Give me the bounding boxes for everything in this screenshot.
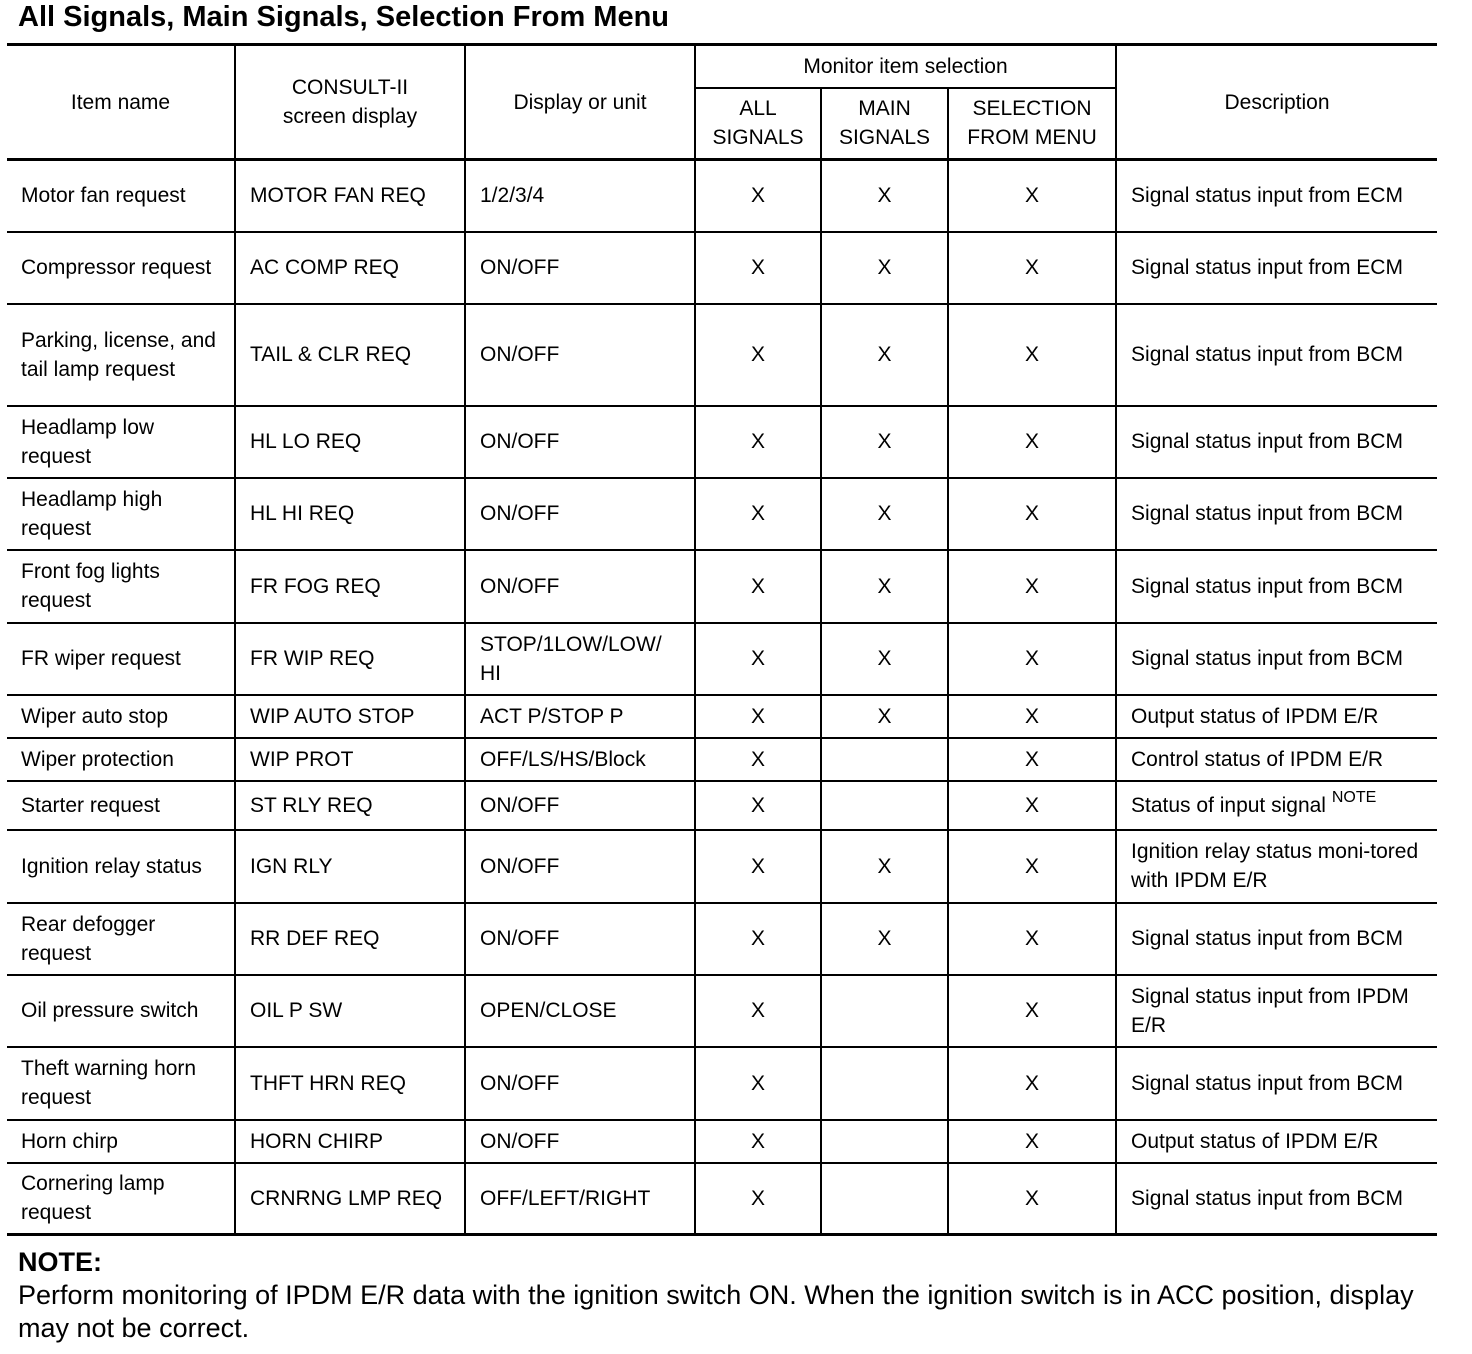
description-text: Signal status input from BCM	[1131, 343, 1403, 366]
cell-screen-display: MOTOR FAN REQ	[235, 160, 465, 232]
cell-display-unit: ON/OFF	[465, 1047, 695, 1120]
cell-main-signals	[821, 975, 948, 1047]
cell-display-unit: OPEN/CLOSE	[465, 975, 695, 1047]
cell-selection-from-menu: X	[948, 406, 1116, 478]
cell-display-unit: ACT P/STOP P	[465, 695, 695, 738]
table-row	[7, 406, 1437, 478]
description-text: Signal status input from BCM	[1131, 927, 1403, 950]
cell-item-name: Oil pressure switch	[7, 975, 235, 1047]
cell-display-unit: ON/OFF	[465, 304, 695, 406]
cell-description	[1116, 781, 1437, 830]
header-all-signals: ALL SIGNALS	[695, 88, 821, 160]
cell-display-unit: ON/OFF	[465, 550, 695, 623]
cell-all-signals: X	[695, 478, 821, 550]
table-row	[7, 1120, 1437, 1163]
cell-selection-from-menu: X	[948, 1120, 1116, 1163]
table-row	[7, 304, 1437, 406]
cell-description	[1116, 478, 1437, 550]
cell-main-signals	[821, 1047, 948, 1120]
cell-item-name: Ignition relay status	[7, 830, 235, 903]
description-text: Ignition relay status moni-tored with IPDM E/R	[1131, 840, 1419, 892]
table-row	[7, 1047, 1437, 1120]
signals-table	[7, 43, 1437, 1236]
cell-description	[1116, 1047, 1437, 1120]
cell-item-name: Horn chirp	[7, 1120, 235, 1163]
cell-display-unit: STOP/1LOW/LOW/ HI	[465, 623, 695, 695]
cell-main-signals	[821, 1120, 948, 1163]
cell-item-name: Cornering lamp request	[7, 1163, 235, 1235]
cell-main-signals: X	[821, 478, 948, 550]
description-text: Output status of IPDM E/R	[1131, 1129, 1379, 1153]
header-consult-display: CONSULT-II screen display	[235, 45, 465, 160]
cell-display-unit: ON/OFF	[465, 830, 695, 903]
cell-all-signals: X	[695, 406, 821, 478]
header-main-signals: MAIN SIGNALS	[821, 88, 948, 160]
cell-description	[1116, 406, 1437, 478]
cell-display-unit: 1/2/3/4	[465, 160, 695, 232]
cell-selection-from-menu: X	[948, 695, 1116, 738]
cell-item-name: Starter request	[7, 781, 235, 830]
table-row	[7, 550, 1437, 623]
header-description: Description	[1116, 45, 1437, 160]
cell-screen-display: TAIL & CLR REQ	[235, 304, 465, 406]
cell-main-signals: X	[821, 160, 948, 232]
description-text: Output status of IPDM E/R	[1131, 704, 1379, 728]
header-selection-from-menu: SELECTION FROM MENU	[948, 88, 1116, 160]
cell-display-unit: ON/OFF	[465, 406, 695, 478]
cell-description	[1116, 623, 1437, 695]
cell-selection-from-menu: X	[948, 738, 1116, 781]
cell-all-signals: X	[695, 738, 821, 781]
description-text: Signal status input from ECM	[1131, 256, 1403, 279]
cell-screen-display: OIL P SW	[235, 975, 465, 1047]
cell-description	[1116, 738, 1437, 781]
cell-selection-from-menu: X	[948, 1163, 1116, 1235]
cell-display-unit: ON/OFF	[465, 232, 695, 304]
cell-selection-from-menu: X	[948, 975, 1116, 1047]
cell-description	[1116, 830, 1437, 903]
description-text: Signal status input from BCM	[1131, 1071, 1403, 1095]
cell-main-signals: X	[821, 623, 948, 695]
table-row	[7, 781, 1437, 830]
cell-all-signals: X	[695, 781, 821, 830]
cell-all-signals: X	[695, 160, 821, 232]
cell-all-signals: X	[695, 550, 821, 623]
cell-item-name: Headlamp high request	[7, 478, 235, 550]
cell-selection-from-menu: X	[948, 550, 1116, 623]
cell-selection-from-menu: X	[948, 304, 1116, 406]
description-text: Signal status input from ECM	[1131, 184, 1403, 208]
cell-display-unit: ON/OFF	[465, 903, 695, 975]
cell-item-name: Headlamp low request	[7, 406, 235, 478]
cell-item-name: FR wiper request	[7, 623, 235, 695]
cell-description	[1116, 160, 1437, 232]
cell-screen-display: CRNRNG LMP REQ	[235, 1163, 465, 1235]
cell-main-signals: X	[821, 830, 948, 903]
cell-all-signals: X	[695, 1120, 821, 1163]
table-row	[7, 160, 1437, 232]
note-reference: NOTE	[1331, 788, 1377, 806]
cell-item-name: Parking, license, and tail lamp request	[7, 304, 235, 406]
cell-selection-from-menu: X	[948, 623, 1116, 695]
table-body	[7, 160, 1437, 1235]
cell-item-name: Theft warning horn request	[7, 1047, 235, 1120]
description-text: Signal status input from BCM	[1131, 430, 1403, 453]
cell-display-unit: ON/OFF	[465, 1120, 695, 1163]
cell-all-signals: X	[695, 903, 821, 975]
cell-item-name: Wiper auto stop	[7, 695, 235, 738]
cell-screen-display: WIP PROT	[235, 738, 465, 781]
description-text: Status of input signal	[1131, 793, 1332, 817]
cell-all-signals: X	[695, 623, 821, 695]
cell-screen-display: RR DEF REQ	[235, 903, 465, 975]
cell-main-signals	[821, 738, 948, 781]
cell-main-signals	[821, 781, 948, 830]
cell-item-name: Compressor request	[7, 232, 235, 304]
cell-screen-display: HL LO REQ	[235, 406, 465, 478]
page-title: All Signals, Main Signals, Selection From Menu	[18, 1, 669, 33]
cell-all-signals: X	[695, 695, 821, 738]
cell-screen-display: HORN CHIRP	[235, 1120, 465, 1163]
table-row	[7, 903, 1437, 975]
table-row	[7, 232, 1437, 304]
cell-selection-from-menu: X	[948, 478, 1116, 550]
cell-description	[1116, 1163, 1437, 1235]
cell-screen-display: FR WIP REQ	[235, 623, 465, 695]
cell-all-signals: X	[695, 1047, 821, 1120]
cell-selection-from-menu: X	[948, 830, 1116, 903]
cell-screen-display: THFT HRN REQ	[235, 1047, 465, 1120]
description-text: Signal status input from BCM	[1131, 574, 1403, 598]
description-text: Signal status input from BCM	[1131, 1186, 1403, 1210]
table-row	[7, 478, 1437, 550]
table-row	[7, 830, 1437, 903]
note-heading: NOTE:	[18, 1247, 102, 1277]
cell-screen-display: FR FOG REQ	[235, 550, 465, 623]
cell-screen-display: HL HI REQ	[235, 478, 465, 550]
cell-item-name: Motor fan request	[7, 160, 235, 232]
header-monitor-item-selection: Monitor item selection	[695, 45, 1116, 88]
cell-all-signals: X	[695, 232, 821, 304]
cell-item-name: Front fog lights request	[7, 550, 235, 623]
cell-description	[1116, 550, 1437, 623]
cell-screen-display: WIP AUTO STOP	[235, 695, 465, 738]
table-row	[7, 695, 1437, 738]
cell-selection-from-menu: X	[948, 781, 1116, 830]
cell-selection-from-menu: X	[948, 1047, 1116, 1120]
description-text: Signal status input from BCM	[1131, 502, 1403, 525]
cell-all-signals: X	[695, 830, 821, 903]
cell-description	[1116, 304, 1437, 406]
cell-main-signals: X	[821, 232, 948, 304]
cell-description	[1116, 903, 1437, 975]
table-row	[7, 1163, 1437, 1235]
table-row	[7, 975, 1437, 1047]
cell-description	[1116, 1120, 1437, 1163]
cell-all-signals: X	[695, 1163, 821, 1235]
description-text: Control status of IPDM E/R	[1131, 747, 1384, 771]
description-text: Signal status input from IPDM E/R	[1131, 984, 1409, 1037]
cell-description	[1116, 695, 1437, 738]
cell-main-signals	[821, 1163, 948, 1235]
cell-selection-from-menu: X	[948, 903, 1116, 975]
cell-screen-display: ST RLY REQ	[235, 781, 465, 830]
table-header	[7, 45, 1437, 160]
cell-description	[1116, 975, 1437, 1047]
cell-main-signals: X	[821, 550, 948, 623]
header-display-unit: Display or unit	[465, 45, 695, 160]
description-text: Signal status input from BCM	[1131, 647, 1403, 670]
note-text: Perform monitoring of IPDM E/R data with the ignition switch ON. When the ignition switch is in ACC position, display may not be correct.	[18, 1280, 1414, 1343]
cell-display-unit: OFF/LS/HS/Block	[465, 738, 695, 781]
cell-all-signals: X	[695, 975, 821, 1047]
cell-display-unit: ON/OFF	[465, 478, 695, 550]
header-item-name: Item name	[7, 45, 235, 160]
cell-main-signals: X	[821, 304, 948, 406]
cell-screen-display: IGN RLY	[235, 830, 465, 903]
cell-main-signals: X	[821, 406, 948, 478]
cell-selection-from-menu: X	[948, 160, 1116, 232]
cell-main-signals: X	[821, 695, 948, 738]
cell-all-signals: X	[695, 304, 821, 406]
cell-description	[1116, 232, 1437, 304]
cell-screen-display: AC COMP REQ	[235, 232, 465, 304]
cell-display-unit: OFF/LEFT/RIGHT	[465, 1163, 695, 1235]
cell-display-unit: ON/OFF	[465, 781, 695, 830]
cell-main-signals: X	[821, 903, 948, 975]
cell-item-name: Rear defogger request	[7, 903, 235, 975]
table-row	[7, 623, 1437, 695]
cell-selection-from-menu: X	[948, 232, 1116, 304]
table-row	[7, 738, 1437, 781]
cell-item-name: Wiper protection	[7, 738, 235, 781]
